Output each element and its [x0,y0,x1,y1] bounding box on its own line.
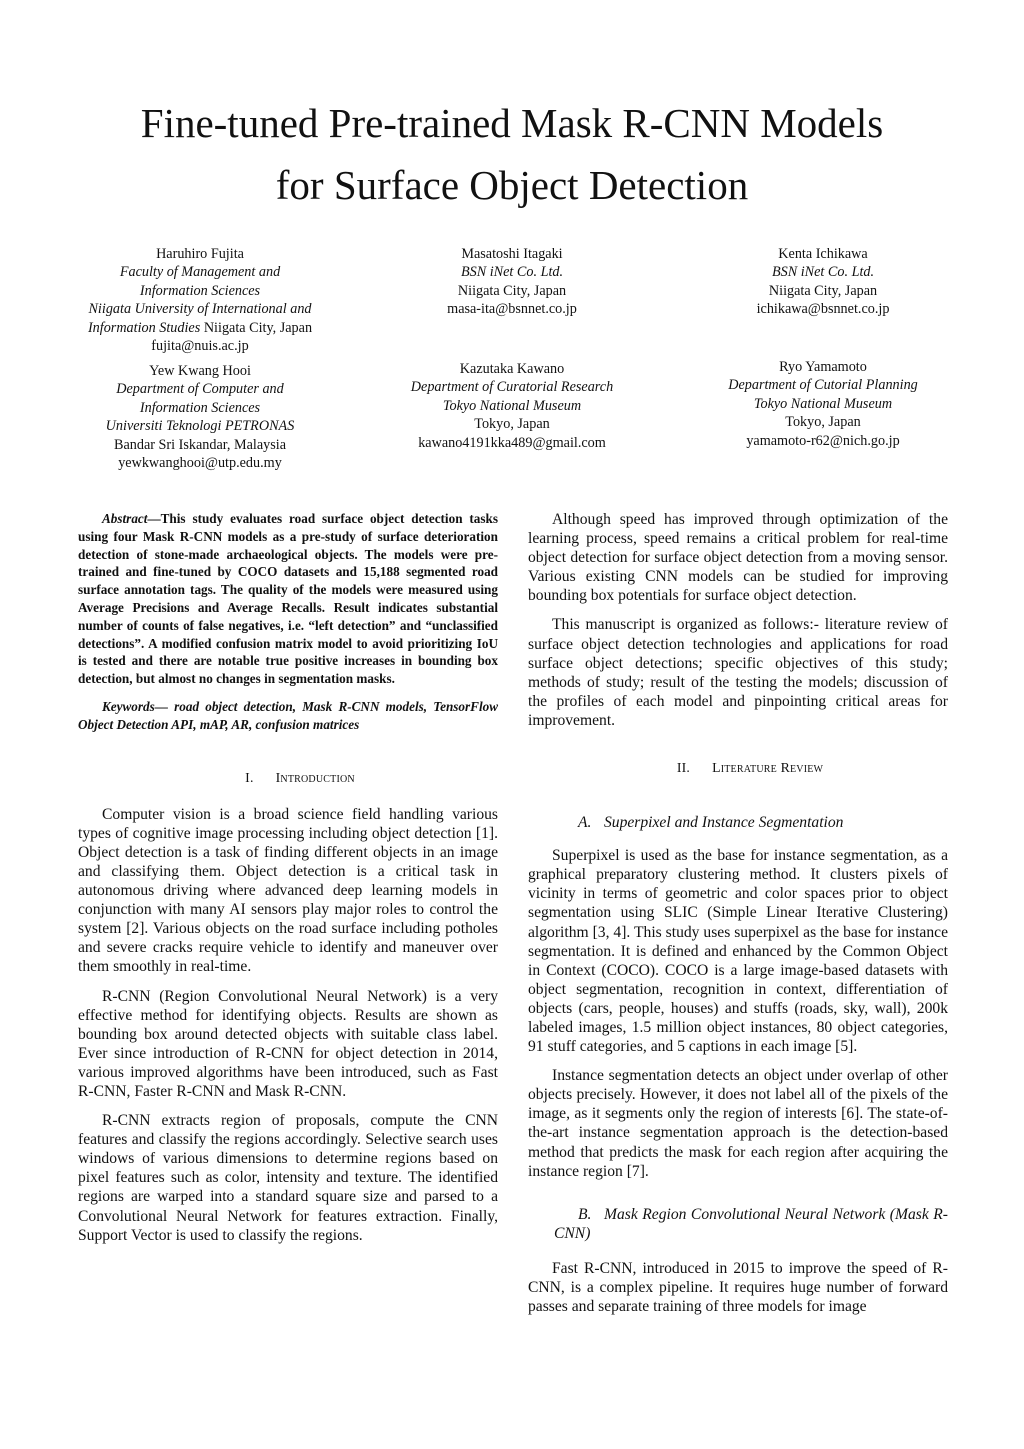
author-block-kawano [372,360,652,452]
right-paragraph-1: Although speed has improved through optimization of the learning process, speed remains a critical problem for real-time object detection for surface object detection from a moving sensor. Various existing CNN models can be studied for improving bounding box potentials for surface object detection. [528,511,948,605]
lit-paragraph-1: Superpixel is used as the base for instance segmentation, as a graphical preparatory clustering method. It clusters pixels of vicinity in terms of geometric and color spaces prior to object segmentation using SLIC (Simple Linear Iterative Clustering) algorithm [3, 4]. This study uses superpixel as the base for instance segmentation. It is defined and enhanced by the Common Object in Context (COCO). COCO is a large image-based datasets with object segmentation, recognition in context, differentiation of objects (cars, people, houses) and stuffs (roads, sky, wall), 200k labeled images, 1.5 million object instances, 80 object categories, 91 stuff categories, and 5 captions in each image [5]. [528,847,948,1056]
author-location: Bandar Sri Iskandar, Malaysia [114,436,286,453]
author-location: Niigata City, Japan [200,319,313,336]
author-name: Haruhiro Fujita [156,246,244,262]
subsection-title: Superpixel and Instance Segmentation [604,814,844,832]
author-location: Niigata City, Japan [457,282,567,299]
subsection-title: Mask Region Convolutional Neural Network (Mask R-CNN) [554,1205,948,1242]
author-affiliation: Universiti Teknologi PETRONAS [105,418,295,435]
title-line-2: for Surface Object Detection [275,162,749,208]
keywords: Keywords— road object detection, Mask R-CNN models, TensorFlow Object Detection API, mAP, AR, confusion matrices [78,698,498,732]
section-heading-introduction [78,768,498,787]
intro-paragraph-2: R-CNN (Region Convolutional Neural Network) is a very effective method for identifying objects. Results are shown as bounding box around detected objects with suitable class label. Ever since introduction of R-CNN for object detection in 2014, various improved algorithms have been introduced, such as Fast R-CNN, Faster R-CNN and Mask R-CNN. [78,987,498,1100]
author-affiliation: Department of Curatorial Research [410,379,614,396]
subsection-letter: B. [578,1205,592,1223]
section-heading-literature-review [528,758,948,777]
author-block-ichikawa [683,245,963,319]
section-title: Introduction [275,769,355,785]
author-name: Ryo Yamamoto [779,359,867,375]
author-affiliation: Information Sciences [139,282,261,299]
author-name: Kazutaka Kawano [459,361,565,377]
left-column [78,510,498,1255]
author-email: yewkwanghooi@utp.edu.my [118,455,282,472]
subsection-heading-a [528,813,948,832]
author-location: Niigata City, Japan [768,282,878,299]
right-paragraph-2: This manuscript is organized as follows:- literature review of surface object detection technologies and applications for road surface object detections; specific objectives of this study; methods of study; result of the testing the models; discussion of the profiles of each model and pinpointing critical areas for improvement. [528,616,948,729]
subsection-letter: A. [578,814,592,832]
section-number: I. [245,769,254,785]
subsection-heading-b [528,1205,948,1243]
author-affiliation: BSN iNet Co. Ltd. [460,264,564,281]
author-name: Masatoshi Itagaki [461,246,563,262]
author-email: masa-ita@bsnnet.co.jp [447,301,577,318]
author-affiliation: Tokyo National Museum [753,395,893,412]
intro-paragraph-3: R-CNN extracts region of proposals, compute the CNN features and classify the regions accordingly. Selective search uses windows of various dimensions to determine regions based on pixel features such as color, intensity and texture. The identified regions are warped into a standard square size and parsed to a Convolutional Neural Network for features extraction. Finally, Support Vector is used to classify the regions. [78,1112,498,1244]
author-affiliation-location [60,319,340,337]
author-location: Tokyo, Japan [474,416,550,433]
author-block-itagaki [372,245,652,319]
author-email: fujita@nuis.ac.jp [151,338,249,355]
abstract-lead: Abstract [102,511,148,526]
author-affiliation: BSN iNet Co. Ltd. [771,264,875,281]
intro-paragraph-1: Computer vision is a broad science field handling various types of cognitive image processing including object detection [1]. Object detection is a task of finding different objects in an image and classifying them. Object detection is a critical task in autonomous driving where advanced deep learning models in conjunction with many AI sensors play major roles to control the system [2]. Various objects on the road surface including potholes and severe cracks require vehicle to identify and maneuver over them smoothly in real-time. [78,805,498,976]
abstract-text: —This study evaluates road surface object detection tasks using four Mask R-CNN models as a pre-study of surface deterioration detection of stone-made archaeological objects. The models were pre-trained and fine-tuned by COCO datasets and 15,188 segmented road surface annotation tags. The quality of the models were measured using Average Precisions and Average Recalls. Result indicates substantial number of counts of false negatives, i.e. “left detection” and “unclassified detections”. A modified confusion matrix model to avoid prioritizing IoU is tested and there are notable true positive increases in bounding box detection, but almost no changes in segmentation masks. [78,511,498,687]
right-column [528,510,948,1326]
author-name: Yew Kwang Hooi [149,363,251,379]
author-affiliation: Faculty of Management and [119,264,281,281]
section-title: Literature Review [712,760,824,776]
author-affiliation: Information Sciences [139,399,261,416]
abstract [78,510,498,688]
lit-paragraph-3: Fast R-CNN, introduced in 2015 to improve the speed of R-CNN, is a complex pipeline. It requires huge number of forward passes and separate training of three models for image [528,1259,948,1315]
section-number: II. [676,760,691,776]
author-affiliation: Department of Cutorial Planning [728,377,918,394]
author-block-hooi [60,362,340,472]
title-line-1: Fine-tuned Pre-trained Mask R-CNN Models [140,100,884,146]
author-email: kawano4191kka489@gmail.com [418,434,606,451]
author-email: yamamoto-r62@nich.go.jp [746,432,900,449]
author-affiliation: Tokyo National Museum [442,397,582,414]
lit-paragraph-2: Instance segmentation detects an object under overlap of other objects precisely. However, it does not label all of the pixels of the image, as it segments only the region of interests [6]. The state-of-the-art instance segmentation approach is the detection-based method that predicts the mask for each region after acquiring the instance region [7]. [528,1067,948,1180]
author-email: ichikawa@bsnnet.co.jp [756,301,890,318]
paper-title [0,92,1024,216]
author-block-yamamoto [683,358,963,450]
author-affiliation: Department of Computer and [116,381,284,398]
author-location: Tokyo, Japan [785,414,861,431]
author-affiliation: Niigata University of International and [88,301,312,318]
author-name: Kenta Ichikawa [778,246,868,262]
author-affiliation: Information Studies [87,319,201,336]
author-block-fujita [60,245,340,355]
